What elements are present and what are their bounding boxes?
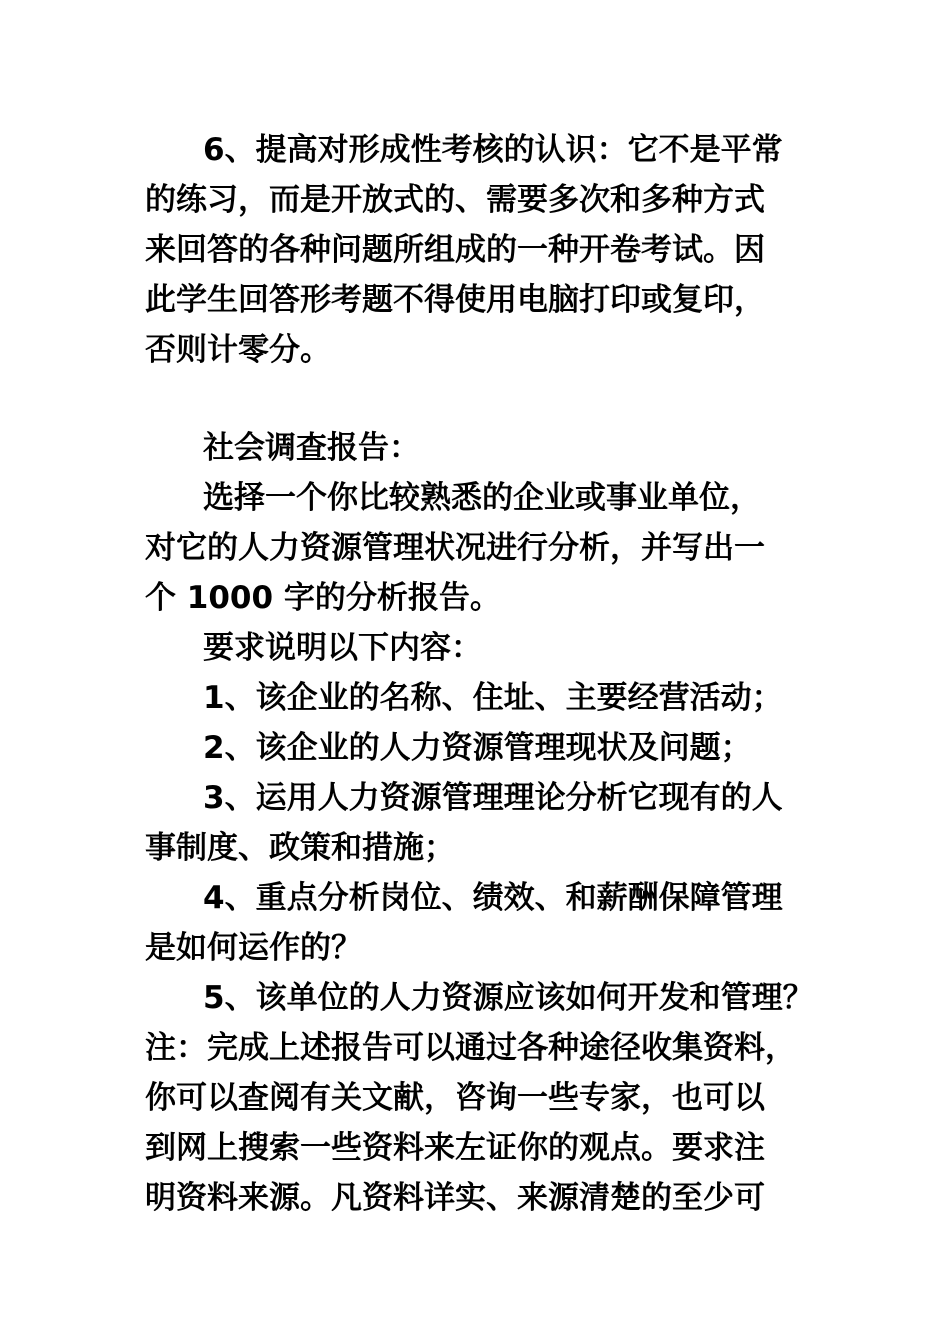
- requirement-5: 5、该单位的人力资源应该如何开发和管理？: [203, 980, 814, 1016]
- requirement-4-line-2: 是如何运作的？: [145, 930, 362, 966]
- intro-line-3: 个 1000 字的分析报告。: [145, 580, 501, 616]
- note-line-1: 注：完成上述报告可以通过各种途径收集资料，: [145, 1030, 796, 1066]
- requirement-4-line-1: 4、重点分析岗位、绩效、和薪酬保障管理: [203, 880, 783, 916]
- paragraph-6-line-2: 的练习，而是开放式的、需要多次和多种方式: [145, 182, 765, 218]
- paragraph-6-line-4: 此学生回答形考题不得使用电脑打印或复印，: [145, 282, 765, 318]
- intro-line-2: 对它的人力资源管理状况进行分析，并写出一: [145, 530, 765, 566]
- requirement-1: 1、该企业的名称、住址、主要经营活动；: [203, 680, 783, 716]
- requirement-2: 2、该企业的人力资源管理现状及问题；: [203, 730, 752, 766]
- requirement-3-line-1: 3、运用人力资源管理理论分析它现有的人: [203, 780, 783, 816]
- requirement-3-line-2: 事制度、政策和措施；: [145, 830, 455, 866]
- section-title: 社会调查报告：: [203, 430, 420, 466]
- paragraph-6-line-1: 6、提高对形成性考核的认识：它不是平常: [203, 132, 783, 168]
- requirements-heading: 要求说明以下内容：: [203, 630, 482, 666]
- intro-line-1: 选择一个你比较熟悉的企业或事业单位，: [203, 480, 761, 516]
- paragraph-6-line-3: 来回答的各种问题所组成的一种开卷考试。因: [145, 232, 765, 268]
- paragraph-6-line-5: 否则计零分。: [145, 332, 331, 368]
- note-line-3: 到网上搜索一些资料来左证你的观点。要求注: [145, 1130, 765, 1166]
- note-line-2: 你可以查阅有关文献，咨询一些专家，也可以: [145, 1080, 765, 1116]
- note-line-4: 明资料来源。凡资料详实、来源清楚的至少可: [145, 1180, 765, 1216]
